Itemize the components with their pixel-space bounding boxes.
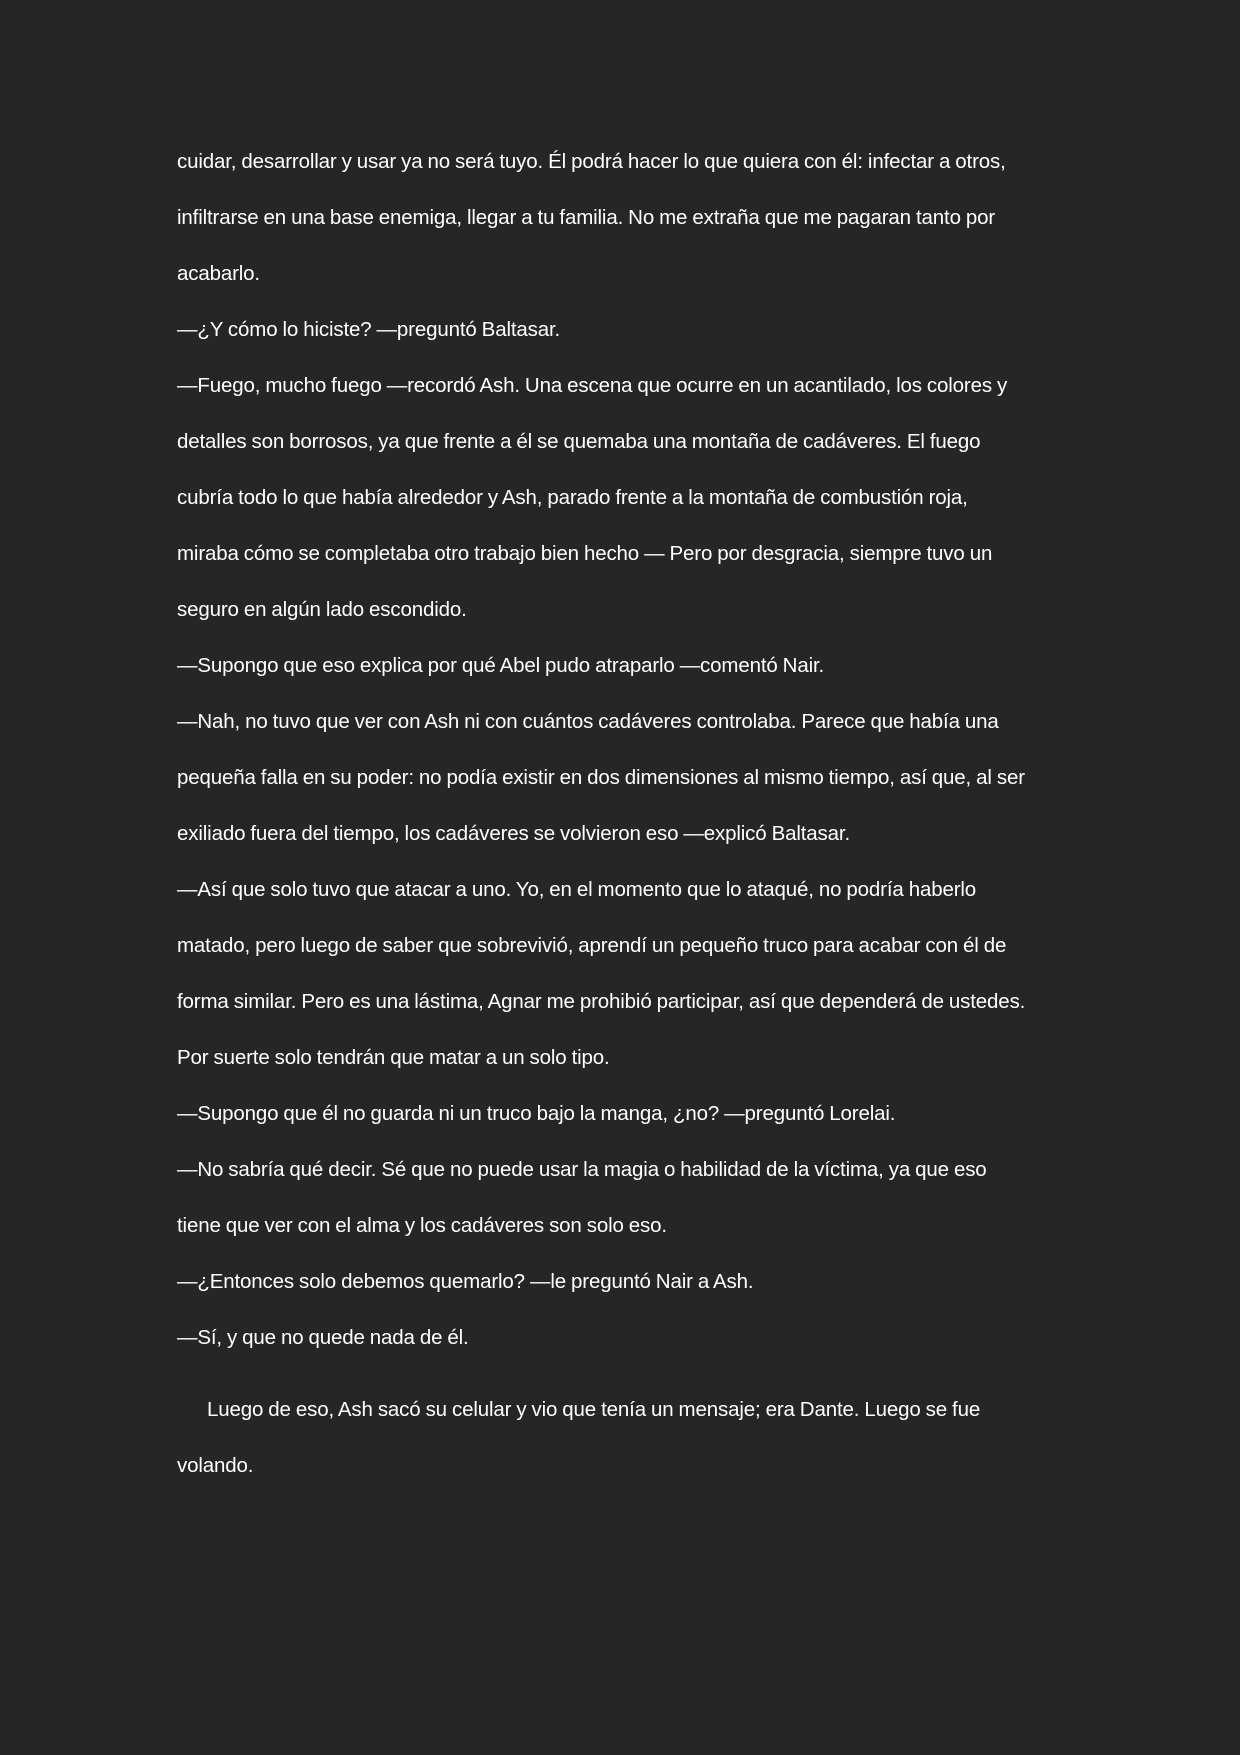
document-body (177, 134, 1067, 1494)
text-line: Por suerte solo tendrán que matar a un solo tipo. (177, 1046, 610, 1069)
text-line: —Fuego, mucho fuego —recordó Ash. Una escena que ocurre en un acantilado, los colores y (177, 374, 1008, 397)
text-line: —Así que solo tuvo que atacar a uno. Yo, en el momento que lo ataqué, no podría haberlo (177, 878, 977, 901)
text-line: detalles son borrosos, ya que frente a él se quemaba una montaña de cadáveres. El fuego (177, 430, 981, 453)
text-line: infiltrarse en una base enemiga, llegar a tu familia. No me extraña que me pagaran tanto por (177, 206, 996, 229)
text-line: pequeña falla en su poder: no podía existir en dos dimensiones al mismo tiempo, así que, al ser (177, 766, 1025, 789)
text-line: —Sí, y que no quede nada de él. (177, 1326, 469, 1349)
text-line: —Supongo que él no guarda ni un truco bajo la manga, ¿no? —preguntó Lorelai. (177, 1102, 896, 1125)
text-line: miraba cómo se completaba otro trabajo bien hecho — Pero por desgracia, siempre tuvo un (177, 542, 993, 565)
text-line: matado, pero luego de saber que sobrevivió, aprendí un pequeño truco para acabar con él de (177, 934, 1007, 957)
text-line: exiliado fuera del tiempo, los cadáveres se volvieron eso —explicó Baltasar. (177, 822, 850, 845)
paragraph-spacing (177, 1366, 1067, 1382)
text-line: acabarlo. (177, 262, 260, 285)
text-line: cuidar, desarrollar y usar ya no será tuyo. Él podrá hacer lo que quiera con él: infectar a otros, (177, 150, 1006, 173)
text-line: seguro en algún lado escondido. (177, 598, 467, 621)
text-line: forma similar. Pero es una lástima, Agnar me prohibió participar, así que dependerá de ustedes. (177, 990, 1026, 1013)
final-paragraph-line: Luego de eso, Ash sacó su celular y vio que tenía un mensaje; era Dante. Luego se fue (207, 1398, 981, 1421)
text-line: tiene que ver con el alma y los cadáveres son solo eso. (177, 1214, 667, 1237)
text-line: —Nah, no tuvo que ver con Ash ni con cuántos cadáveres controlaba. Parece que había una (177, 710, 999, 733)
final-paragraph-line: volando. (177, 1454, 254, 1477)
text-line: cubría todo lo que había alrededor y Ash, parado frente a la montaña de combustión roja, (177, 486, 968, 509)
text-line: —Supongo que eso explica por qué Abel pudo atraparlo —comentó Nair. (177, 654, 825, 677)
text-line: —¿Y cómo lo hiciste? —preguntó Baltasar. (177, 318, 561, 341)
text-line: —No sabría qué decir. Sé que no puede usar la magia o habilidad de la víctima, ya que eso (177, 1158, 987, 1181)
text-line: —¿Entonces solo debemos quemarlo? —le preguntó Nair a Ash. (177, 1270, 754, 1293)
